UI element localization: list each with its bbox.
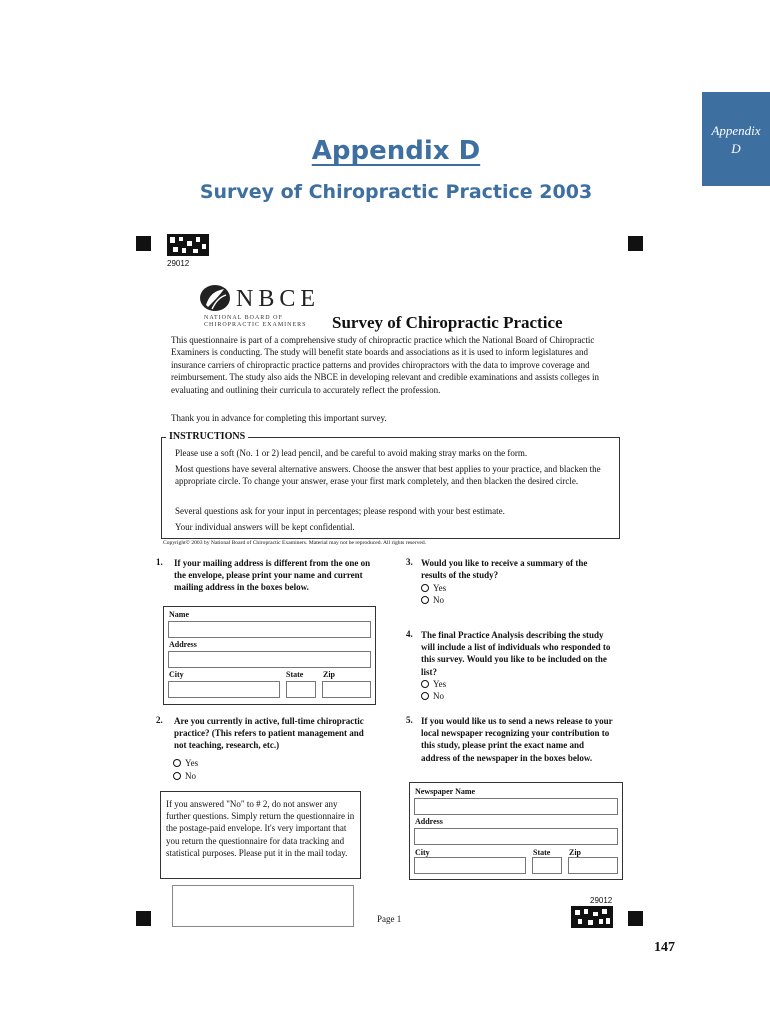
radio-circle-icon[interactable] (173, 759, 181, 767)
registration-mark-top-left (136, 236, 151, 251)
q1-zip-input[interactable] (322, 681, 371, 698)
appendix-tab-label: Appendix (711, 123, 761, 138)
registration-mark-bottom-right (628, 911, 643, 926)
instructions-legend: INSTRUCTIONS (166, 431, 248, 442)
q1-number: 1. (156, 557, 163, 567)
form-page-number: Page 1 (377, 914, 402, 924)
instruction-pencil: Please use a soft (No. 1 or 2) lead pencil, and be careful to avoid making stray marks on the form. (175, 448, 528, 458)
q4-option-no[interactable] (421, 690, 444, 702)
registration-mark-top-right (628, 236, 643, 251)
form-code-bottom: 29012 (590, 896, 613, 905)
q5-zip-input[interactable] (568, 857, 618, 874)
q2-yes-label: Yes (185, 758, 199, 768)
q3-no-label: No (433, 595, 444, 605)
appendix-tab-letter: D (731, 141, 741, 156)
copyright-notice: Copyright© 2003 by National Board of Chiropractic Examiners. Material may not be reproduced. All rights reserved. (163, 540, 427, 546)
registration-mark-bottom-left (136, 911, 151, 926)
nbce-logo-sub2: CHIROPRACTIC EXAMINERS (204, 322, 307, 328)
q4-option-yes[interactable] (421, 678, 446, 690)
q2-option-yes[interactable] (173, 757, 198, 769)
q5-state-input[interactable] (532, 857, 562, 874)
form-barcode-top (167, 234, 209, 256)
form-code-top: 29012 (167, 259, 190, 268)
q2-number: 2. (156, 715, 163, 725)
nbce-logo-icon (198, 283, 232, 313)
q5-number: 5. (406, 715, 413, 725)
q3-option-no[interactable] (421, 594, 444, 606)
q3-text: Would you like to receive a summary of the results of the study? (421, 558, 588, 581)
q2-no-label: No (185, 771, 196, 781)
q5-city-input[interactable] (414, 857, 526, 874)
office-use-box (172, 885, 354, 927)
instruction-confidential: Your individual answers will be kept confidential. (175, 522, 355, 532)
q1-state-input[interactable] (286, 681, 316, 698)
q1-state-label: State (286, 670, 304, 679)
q2-option-no[interactable] (173, 770, 196, 782)
form-barcode-bottom (571, 906, 613, 928)
nbce-logo-sub1: NATIONAL BOARD OF (204, 315, 283, 321)
q1-name-label: Name (169, 610, 189, 619)
q1-zip-label: Zip (323, 670, 336, 679)
appendix-subtitle: Survey of Chiropractic Practice 2003 (199, 181, 593, 203)
radio-circle-icon[interactable] (421, 680, 429, 688)
q5-newspaper-label: Newspaper Name (415, 787, 476, 796)
appendix-title: Appendix D (311, 136, 481, 166)
q2-note-text: If you answered "No" to # 2, do not answer any further questions. Simply return the questionnaire in the postage-paid envelope. It's very important that you return the questionnaire for data tracking and statistical purposes. Please put it in the mail today. (166, 799, 355, 858)
q5-address-label: Address (415, 817, 443, 826)
q4-yes-label: Yes (433, 679, 447, 689)
q1-address-label: Address (169, 640, 197, 649)
q5-state-label: State (533, 848, 551, 857)
q3-number: 3. (406, 557, 413, 567)
nbce-logo-letters: NBCE (236, 286, 321, 312)
q1-name-input[interactable] (168, 621, 371, 638)
q4-number: 4. (406, 629, 413, 639)
instruction-answers: Most questions have several alternative answers. Choose the answer that best applies to your practice, and blacken the appropriate circle. To change your answer, erase your first mark completely, and then blacken the desired circle. (175, 464, 601, 487)
survey-title: Survey of Chiropractic Practice (332, 313, 563, 332)
q5-newspaper-input[interactable] (414, 798, 618, 815)
q4-no-label: No (433, 691, 444, 701)
radio-circle-icon[interactable] (173, 772, 181, 780)
q1-address-input[interactable] (168, 651, 371, 668)
radio-circle-icon[interactable] (421, 596, 429, 604)
q1-city-label: City (169, 670, 184, 679)
q1-city-input[interactable] (168, 681, 280, 698)
q5-text: If you would like us to send a news release to your local newspaper recognizing your contribution to this study, please print the exact name and address of the newspaper in the boxes below. (421, 716, 613, 763)
q5-address-input[interactable] (414, 828, 618, 845)
q3-yes-label: Yes (433, 583, 447, 593)
q2-text: Are you currently in active, full-time chiropractic practice? (This refers to patient management and not teaching, research, etc.) (174, 716, 364, 751)
q3-option-yes[interactable] (421, 582, 446, 594)
radio-circle-icon[interactable] (421, 584, 429, 592)
intro-paragraph: This questionnaire is part of a comprehensive study of chiropractic practice which the National Board of Chiropractic Examiners is conducting. The study will benefit state boards and associations as it is used to inform legislatures and insurance carriers of chiropractic practice patterns and provides chiropractors with the data to improve coverage and reimbursement. The study also aids the NBCE in developing relevant and credible examinations and assists colleges in evaluating and outlining their curricula to accurately reflect the profession. (171, 335, 599, 395)
book-page-number: 147 (654, 940, 675, 955)
q5-city-label: City (415, 848, 430, 857)
instruction-percentages: Several questions ask for your input in percentages; please respond with your best estimate. (175, 506, 505, 516)
radio-circle-icon[interactable] (421, 692, 429, 700)
q5-zip-label: Zip (569, 848, 582, 857)
q1-text: If your mailing address is different from the one on the envelope, please print your name and current mailing address in the boxes below. (174, 558, 371, 593)
intro-thanks: Thank you in advance for completing this important survey. (171, 413, 387, 423)
q4-text: The final Practice Analysis describing the study will include a list of individuals who responded to this survey. Would you like to be included on the list? (421, 630, 611, 677)
